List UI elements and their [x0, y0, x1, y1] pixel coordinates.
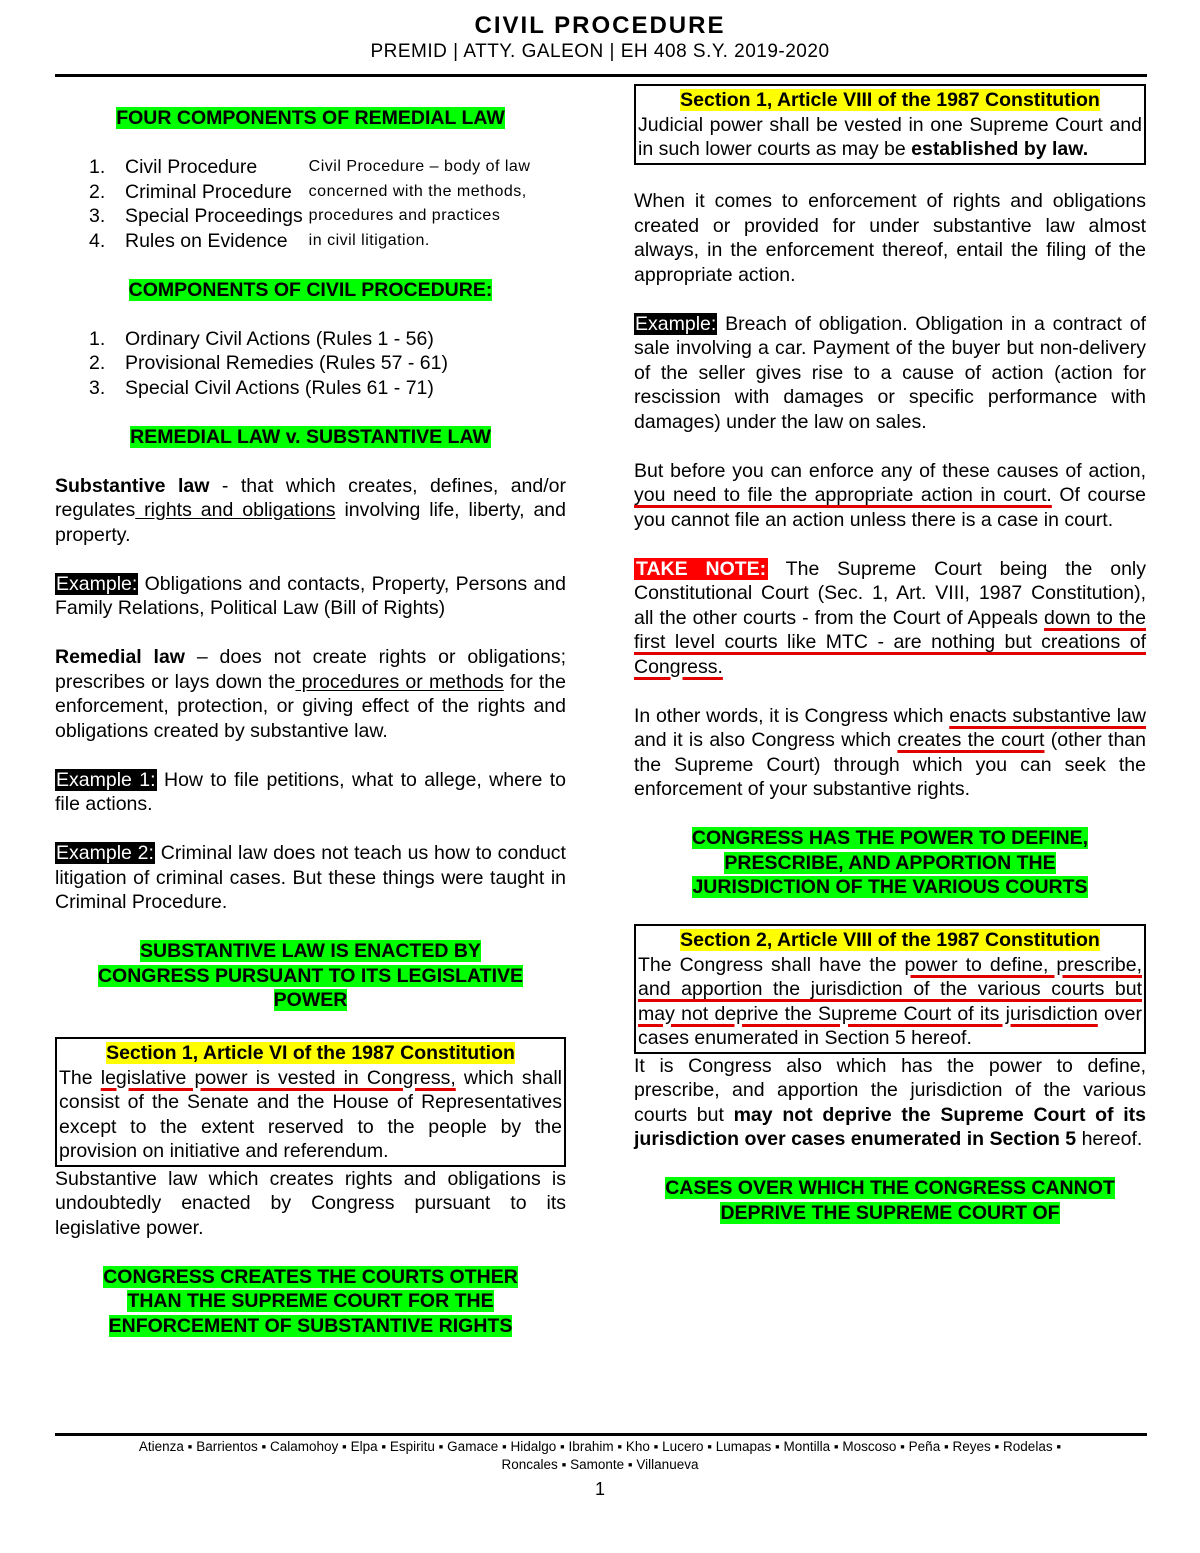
creates-courts-heading: CONGRESS CREATES THE COURTS OTHER THAN THE SUPREME COURT FOR THE ENFORCEMENT OF SUBSTANTIVE RIGHTS — [103, 1265, 518, 1337]
power-heading: CONGRESS HAS THE POWER TO DEFINE, PRESCRIBE, AND APPORTION THE JURISDICTION OF THE VARIOUS COURTS — [691, 827, 1089, 898]
four-components-section — [55, 155, 566, 253]
document-subtitle: PREMID | ATTY. GALEON | EH 408 S.Y. 2019-2020 — [370, 41, 830, 62]
components-civil-list — [55, 327, 566, 401]
four-components-list — [55, 155, 309, 253]
footer-authors: Atienza ▪ Barrientos ▪ Calamohoy ▪ Elpa ▪ Espiritu ▪ Gamace ▪ Hidalgo ▪ Ibrahim ▪ Kho ▪ Lucero ▪ Lumapas ▪ Montilla ▪ Moscoso ▪ Peña ▪ Reyes ▪ Rodelas ▪ Roncales ▪ Samonte ▪ Villanueva — [138, 1439, 1062, 1472]
list-item: 1. Civil Procedure — [89, 156, 258, 178]
box-title: Section 2, Article VIII of the 1987 Constitution — [680, 929, 1100, 951]
list-item: 3. Special Civil Actions (Rules 61 - 71) — [89, 376, 434, 399]
right-column — [634, 89, 1147, 1225]
box-title: Section 1, Article VIII of the 1987 Constitution — [680, 89, 1100, 111]
take-note-paragraph: TAKE NOTE: The Supreme Court being the only Constitutional Court (Sec. 1, Art. VIII, 1987 Constitution), all the other courts - from the Court of Appeals down to the first level courts like MTC - are nothing but creations of Congress. — [634, 557, 1147, 678]
cases-heading: CASES OVER WHICH THE CONGRESS CANNOT DEPRIVE THE SUPREME COURT OF — [665, 1177, 1115, 1224]
civil-procedure-definition: Civil Procedure – body of law concerned with the methods, procedures and practices in civil litigation. — [308, 158, 531, 249]
substantive-example-paragraph: Example: Obligations and contacts, Property, Persons and Family Relations, Political Law (Bill of Rights) — [55, 572, 566, 619]
list-item: 2. Criminal Procedure — [89, 180, 292, 203]
list-item: 3. Special Proceedings — [89, 205, 303, 227]
take-note-label: TAKE NOTE: — [636, 557, 767, 580]
four-components-heading: FOUR COMPONENTS OF REMEDIAL LAW — [116, 107, 505, 129]
example-label: Example 1: — [56, 768, 156, 791]
enforcement-paragraph: When it comes to enforcement of rights and obligations created or provided for under substantive law almost always, in the enforcement thereof, entail the filing of the appropriate action. — [634, 190, 1146, 286]
article-viii-sec2-box — [634, 924, 1146, 1054]
breach-example-paragraph: Example: Breach of obligation. Obligation in a contract of sale involving a car. Payment of the buyer but non-delivery of the seller gives rise to a cause of action (action for rescission with damages or specific performance with damages) under the law on sales. — [634, 312, 1146, 433]
remedial-law-paragraph: Remedial law – does not create rights or obligations; prescribes or lays down the procedures or methods for the enforcement, protection, or giving effect of the rights and obligations created by substantive law. — [55, 646, 566, 742]
box-text: The Congress shall have the power to define, prescribe, and apportion the jurisdiction of the various courts but may not deprive the Supreme Court of its jurisdiction over cases enumerated in Section 5 hereof. — [638, 953, 1142, 1049]
article-viii-sec1-box — [634, 84, 1146, 165]
enacted-heading: SUBSTANTIVE LAW IS ENACTED BY CONGRESS PURSUANT TO ITS LEGISLATIVE POWER — [97, 940, 524, 1011]
list-item: 1. Ordinary Civil Actions (Rules 1 - 56) — [89, 327, 434, 350]
before-enforce-paragraph: But before you can enforce any of these causes of action, you need to file the appropriate action in court. Of course you cannot file an action unless there is a case in court. — [634, 459, 1146, 531]
remedial-vs-substantive-heading: REMEDIAL LAW v. SUBSTANTIVE LAW — [130, 425, 491, 448]
footer-rule — [55, 1433, 1147, 1436]
enacted-explanation: Substantive law which creates rights and obligations is undoubtedly enacted by Congress pursuant to its legislative power. — [55, 1167, 566, 1239]
left-column — [55, 92, 566, 1338]
power-explanation: It is Congress also which has the power to define, prescribe, and apportion the jurisdiction of the various courts but may not deprive the Supreme Court of its jurisdiction over cases enumerated in Section 5 hereof. — [634, 1054, 1146, 1150]
article-vi-box — [55, 1037, 566, 1167]
example-label: Example: — [635, 312, 717, 335]
components-civil-heading: COMPONENTS OF CIVIL PROCEDURE: — [128, 278, 493, 301]
list-item: 4. Rules on Evidence — [89, 229, 288, 252]
example-label: Example: — [56, 572, 138, 595]
page-header — [0, 12, 1200, 64]
example-label: Example 2: — [56, 842, 154, 864]
box-text: The legislative power is vested in Congress, which shall consist of the Senate and the House of Representatives except to the extent reserved to the people by the provision on initiative and referendum. — [59, 1066, 562, 1162]
header-rule — [55, 74, 1147, 77]
other-words-paragraph: In other words, it is Congress which enacts substantive law and it is also Congress which creates the court (other than the Supreme Court) through which you can seek the enforcement of your substantive rights. — [634, 704, 1146, 800]
box-title: Section 1, Article VI of the 1987 Constitution — [106, 1042, 515, 1064]
substantive-law-paragraph: Substantive law - that which creates, defines, and/or regulates rights and obligations involving life, liberty, and property. — [55, 474, 566, 546]
box-text: Judicial power shall be vested in one Supreme Court and in such lower courts as may be established by law. — [638, 113, 1142, 160]
remedial-example2-paragraph: Example 2: Criminal law does not teach us how to conduct litigation of criminal cases. But these things were taught in Criminal Procedure. — [55, 842, 566, 913]
page-number: 1 — [594, 1479, 605, 1499]
remedial-example1-paragraph: Example 1: How to file petitions, what to allege, where to file actions. — [55, 768, 566, 815]
list-item: 2. Provisional Remedies (Rules 57 - 61) — [89, 352, 448, 374]
document-title: CIVIL PROCEDURE — [474, 12, 726, 39]
